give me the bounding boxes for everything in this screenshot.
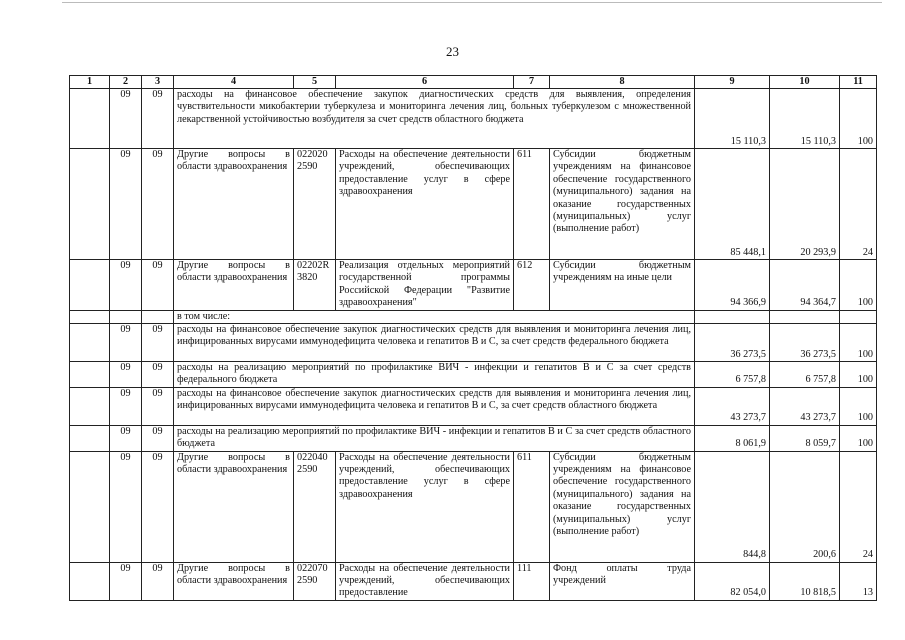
expense-name: Фонд оплаты труда учреждений xyxy=(550,562,695,600)
section-code: 09 xyxy=(110,362,142,388)
row-description: расходы на реализацию мероприятий по профилактике ВИЧ - инфекции и гепатитов В и С за счет средств областного бюджета xyxy=(174,425,695,451)
planned-amount: 82 054,0 xyxy=(695,562,770,600)
including-label: в том числе: xyxy=(174,310,695,323)
header-cell: 2 xyxy=(110,76,142,89)
row-description: расходы на финансовое обеспечение закупок диагностических средств для выявления и мониторинга лечения лиц, инфицированных вирусами иммунодефицита человека и гепатитов В и С, за счет средств федерального бюджета xyxy=(174,324,695,362)
expense-name: Субсидии бюджетным учреждениям на иные цели xyxy=(550,260,695,311)
subsection-code: 09 xyxy=(142,362,174,388)
subsection-code: 09 xyxy=(142,89,174,149)
planned-amount: 36 273,5 xyxy=(695,324,770,362)
header-cell: 1 xyxy=(70,76,110,89)
header-cell: 10 xyxy=(770,76,840,89)
actual-amount: 43 273,7 xyxy=(770,387,840,425)
article-name: Расходы на обеспечение деятельности учреждений, обеспечивающих предоставление услуг в сфере здравоохранения xyxy=(336,451,514,562)
table-row xyxy=(70,149,877,260)
budget-table xyxy=(69,75,877,601)
section-code: 09 xyxy=(110,451,142,562)
planned-amount: 15 110,3 xyxy=(695,89,770,149)
expense-type: 612 xyxy=(514,260,550,311)
section-code: 09 xyxy=(110,387,142,425)
top-border-line xyxy=(62,2,882,3)
header-cell: 3 xyxy=(142,76,174,89)
actual-amount: 8 059,7 xyxy=(770,425,840,451)
page-number: 23 xyxy=(446,44,459,59)
percent: 100 xyxy=(840,362,877,388)
expense-name: Субсидии бюджетным учреждениям на финансовое обеспечение государственного (муниципального) задания на оказание государственных (муниципальных) услуг (выполнение работ) xyxy=(550,451,695,562)
header-cell: 7 xyxy=(514,76,550,89)
article-name: Расходы на обеспечение деятельности учреждений, обеспечивающих предоставление услуг в сфере здравоохранения xyxy=(336,149,514,260)
target-article: 022070 2590 xyxy=(294,562,336,600)
table-row xyxy=(70,362,877,388)
header-cell: 9 xyxy=(695,76,770,89)
section-code: 09 xyxy=(110,562,142,600)
subsection-code: 09 xyxy=(142,387,174,425)
percent: 24 xyxy=(840,451,877,562)
table-row xyxy=(70,425,877,451)
header-row xyxy=(70,76,877,89)
subsection-code: 09 xyxy=(142,324,174,362)
section-code: 09 xyxy=(110,89,142,149)
actual-amount: 94 364,7 xyxy=(770,260,840,311)
section-code: 09 xyxy=(110,260,142,311)
subsection-code: 09 xyxy=(142,425,174,451)
section-name: Другие вопросы в области здравоохранения xyxy=(174,451,294,562)
table-row xyxy=(70,451,877,562)
table-row xyxy=(70,387,877,425)
header-cell: 6 xyxy=(336,76,514,89)
actual-amount: 36 273,5 xyxy=(770,324,840,362)
row-description: расходы на финансовое обеспечение закупок диагностических средств для выявления и мониторинга лечения лиц, инфицированных вирусами иммунодефицита человека и гепатитов В и С, за счет средств областного бюджета xyxy=(174,387,695,425)
table-row xyxy=(70,562,877,600)
section-code: 09 xyxy=(110,149,142,260)
planned-amount: 43 273,7 xyxy=(695,387,770,425)
section-code: 09 xyxy=(110,425,142,451)
planned-amount: 85 448,1 xyxy=(695,149,770,260)
percent: 13 xyxy=(840,562,877,600)
article-name: Реализация отдельных мероприятий государственной программы Российской Федерации "Развитие здравоохранения" xyxy=(336,260,514,311)
subsection-code: 09 xyxy=(142,149,174,260)
section-name: Другие вопросы в области здравоохранения xyxy=(174,149,294,260)
expense-type: 111 xyxy=(514,562,550,600)
header-cell: 11 xyxy=(840,76,877,89)
row-description: расходы на реализацию мероприятий по профилактике ВИЧ - инфекции и гепатитов В и С за счет средств федерального бюджета xyxy=(174,362,695,388)
percent: 24 xyxy=(840,149,877,260)
header-cell: 4 xyxy=(174,76,294,89)
percent: 100 xyxy=(840,89,877,149)
planned-amount: 844,8 xyxy=(695,451,770,562)
table-row xyxy=(70,324,877,362)
table-row xyxy=(70,310,877,323)
section-name: Другие вопросы в области здравоохранения xyxy=(174,260,294,311)
subsection-code: 09 xyxy=(142,451,174,562)
actual-amount: 6 757,8 xyxy=(770,362,840,388)
planned-amount: 8 061,9 xyxy=(695,425,770,451)
section-name: Другие вопросы в области здравоохранения xyxy=(174,562,294,600)
expense-name: Субсидии бюджетным учреждениям на финансовое обеспечение государственного (муниципального) задания на оказание государственных (муниципальных) услуг (выполнение работ) xyxy=(550,149,695,260)
planned-amount: 94 366,9 xyxy=(695,260,770,311)
percent: 100 xyxy=(840,387,877,425)
actual-amount: 15 110,3 xyxy=(770,89,840,149)
percent: 100 xyxy=(840,324,877,362)
table-row xyxy=(70,260,877,311)
target-article: 02202R 3820 xyxy=(294,260,336,311)
percent: 100 xyxy=(840,260,877,311)
header-cell: 8 xyxy=(550,76,695,89)
target-article: 022020 2590 xyxy=(294,149,336,260)
subsection-code: 09 xyxy=(142,260,174,311)
article-name: Расходы на обеспечение деятельности учреждений, обеспечивающих предоставление xyxy=(336,562,514,600)
actual-amount: 20 293,9 xyxy=(770,149,840,260)
expense-type: 611 xyxy=(514,451,550,562)
header-cell: 5 xyxy=(294,76,336,89)
table-row xyxy=(70,89,877,149)
row-description: расходы на финансовое обеспечение закупок диагностических средств для выявления, определения чувствительности микобактерии туберкулеза и мониторинга лечения лиц, больных туберкулезом с множественной лекарственной устойчивостью возбудителя за счет средств областного бюджета xyxy=(174,89,695,149)
actual-amount: 10 818,5 xyxy=(770,562,840,600)
actual-amount: 200,6 xyxy=(770,451,840,562)
planned-amount: 6 757,8 xyxy=(695,362,770,388)
target-article: 022040 2590 xyxy=(294,451,336,562)
expense-type: 611 xyxy=(514,149,550,260)
section-code: 09 xyxy=(110,324,142,362)
percent: 100 xyxy=(840,425,877,451)
subsection-code: 09 xyxy=(142,562,174,600)
